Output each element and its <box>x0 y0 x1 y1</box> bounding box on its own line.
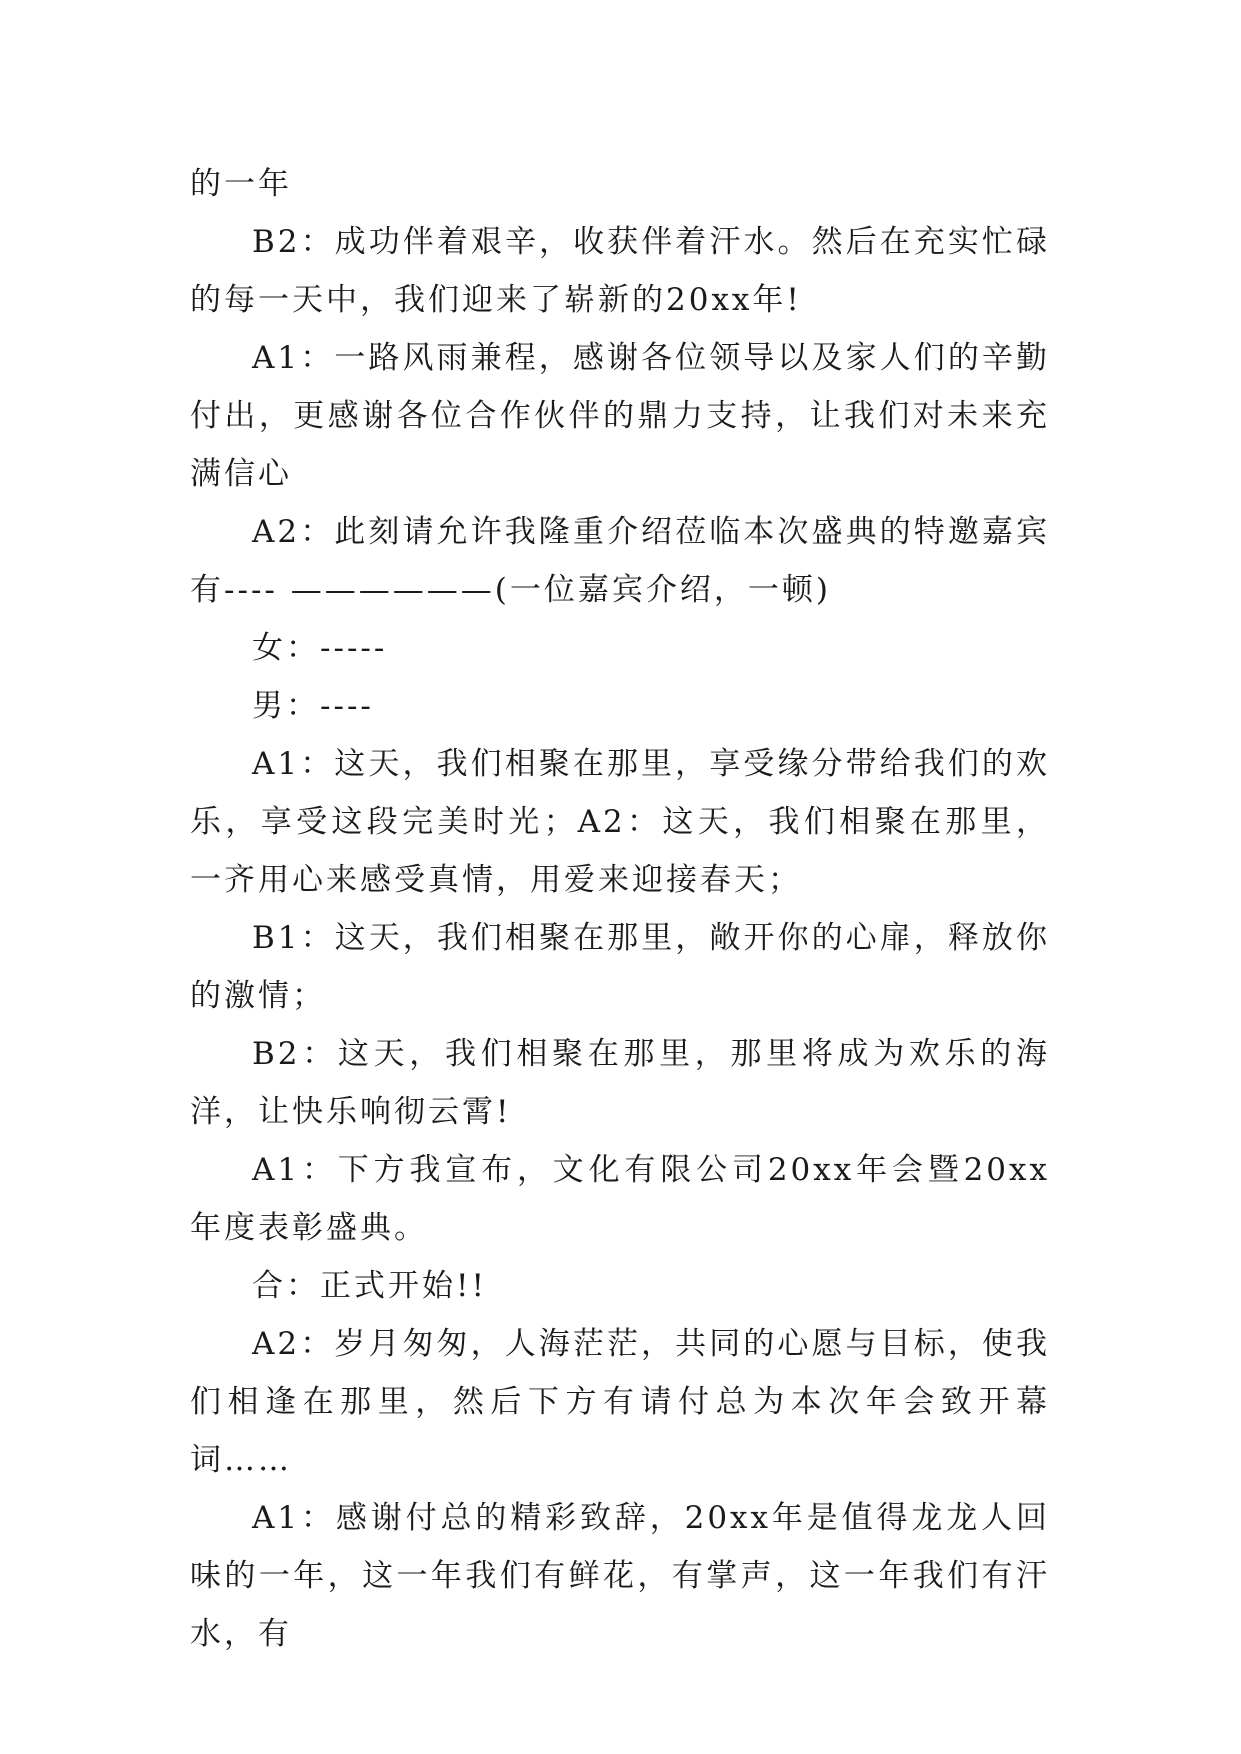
paragraph-a2-guests: A2：此刻请允许我隆重介绍莅临本次盛典的特邀嘉宾有---- ——————(一位嘉宾介绍，一顿) <box>190 514 1050 608</box>
paragraph-male-host: 男：---- <box>252 688 374 724</box>
paragraph-b1-gathering: B1：这天，我们相聚在那里，敞开你的心扉，释放你的激情； <box>190 920 1050 1014</box>
paragraph-a1-announce: A1：下方我宣布，文化有限公司20xx年会暨20xx年度表彰盛典。 <box>190 1152 1050 1246</box>
paragraph-a2-opening-speech: A2：岁月匆匆，人海茫茫，共同的心愿与目标，使我们相逢在那里，然后下方有请付总为本次年会致开幕词…… <box>190 1326 1050 1478</box>
paragraph-continuation: 的一年 <box>190 166 292 202</box>
paragraph-a1-review: A1：感谢付总的精彩致辞，20xx年是值得龙龙人回味的一年，这一年我们有鲜花，有掌声，这一年我们有汗水，有 <box>190 1500 1050 1652</box>
document-body <box>190 155 1050 1663</box>
paragraph-b2-success: B2：成功伴着艰辛，收获伴着汗水。然后在充实忙碌的每一天中，我们迎来了崭新的20xx年! <box>190 224 1050 318</box>
paragraph-a1-a2-gathering: A1：这天，我们相聚在那里，享受缘分带给我们的欢乐，享受这段完美时光；A2：这天，我们相聚在那里，一齐用心来感受真情，用爱来迎接春天； <box>190 746 1050 898</box>
paragraph-a1-thanks: A1：一路风雨兼程，感谢各位领导以及家人们的辛勤付出，更感谢各位合作伙伴的鼎力支持，让我们对未来充满信心 <box>190 340 1050 492</box>
paragraph-female-host: 女：----- <box>252 630 388 666</box>
paragraph-together-start: 合：正式开始!! <box>252 1268 487 1304</box>
paragraph-b2-gathering: B2：这天，我们相聚在那里，那里将成为欢乐的海洋，让快乐响彻云霄! <box>190 1036 1050 1130</box>
